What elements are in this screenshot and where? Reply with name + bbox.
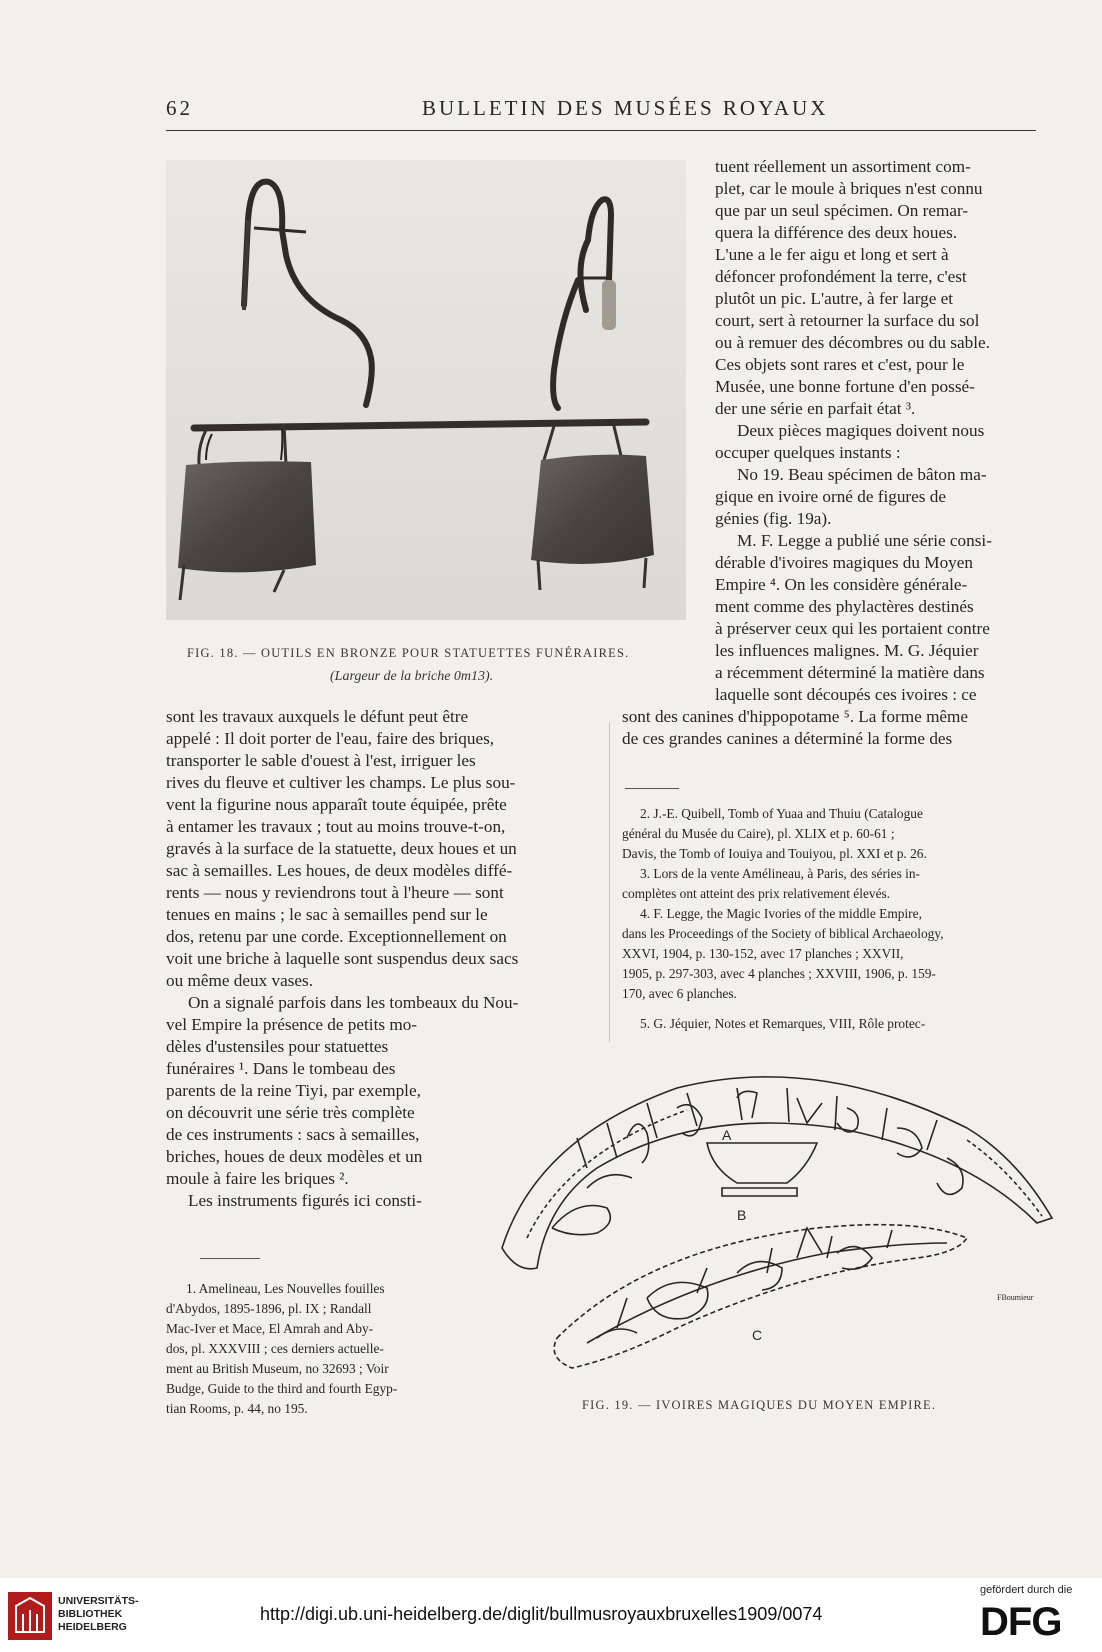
right-line-11: Musée, une bonne fortune d'en possé- [715, 377, 975, 396]
figure-18-caption: FIG. 18. — OUTILS EN BRONZE POUR STATUETTES FUNÉRAIRES. [187, 646, 630, 660]
left-line-5: vent la figurine nous apparaît toute équipée, prête [166, 795, 507, 814]
right-line-3: que par un seul spécimen. On remar- [715, 201, 969, 220]
right-line-9: ou à remuer des décombres ou du sable. [715, 333, 990, 352]
left-line-23: Les instruments figurés ici consti- [188, 1191, 422, 1210]
artist-signature: FBoumieur [997, 1293, 1034, 1302]
right-line-6: défoncer profondément la terre, c'est [715, 267, 967, 286]
right-line-19: dérable d'ivoires magiques du Moyen [715, 553, 973, 572]
right-line-15: No 19. Beau spécimen de bâton ma- [737, 465, 987, 484]
right-line-4: quera la différence des deux houes. [715, 223, 958, 242]
right-line-26: sont des canines d'hippopotame ⁵. La forme même [622, 707, 969, 726]
right-line-1: tuent réellement un assortiment com- [715, 157, 971, 176]
left-line-15: vel Empire la présence de petits mo- [166, 1015, 418, 1034]
right-line-20: Empire ⁴. On les considère générale- [715, 575, 968, 594]
left-line-8: sac à semailles. Les houes, de deux modèles diffé- [166, 861, 513, 880]
right-line-25: laquelle sont découpés ces ivoires : ce [715, 685, 977, 704]
page-number: 62 [166, 96, 193, 120]
footnote-rule-right [625, 788, 679, 789]
figure-19-caption: FIG. 19. — IVOIRES MAGIQUES DU MOYEN EMPIRE. [582, 1398, 937, 1412]
footnote-3-line-1: 3. Lors de la vente Amélineau, à Paris, des séries in- [640, 866, 921, 881]
footnote-3-line-2: complètes ont atteint des prix relativement élevés. [622, 886, 891, 901]
left-line-7: gravés à la surface de la statuette, deux houes et un [166, 839, 517, 858]
right-line-2: plet, car le moule à briques n'est connu [715, 179, 983, 198]
left-line-17: funéraires ¹. Dans le tombeau des [166, 1059, 396, 1078]
footnote-1-line-6: Budge, Guide to the third and fourth Egyp- [166, 1381, 398, 1396]
footnote-1-line-2: d'Abydos, 1895-1896, pl. IX ; Randall [166, 1301, 372, 1316]
right-line-18: M. F. Legge a publié une série consi- [737, 531, 992, 550]
library-line-3: HEIDELBERG [58, 1621, 127, 1633]
right-line-8: court, sert à retourner la surface du sol [715, 311, 980, 330]
left-line-3: transporter le sable d'ouest à l'est, irriguer les [166, 751, 476, 770]
footnote-1-line-7: tian Rooms, p. 44, no 195. [166, 1401, 308, 1416]
library-line-1: UNIVERSITÄTS- [58, 1595, 139, 1607]
label-a: A [722, 1127, 732, 1143]
left-line-6: à entamer les travaux ; tout au moins trouve-t-on, [166, 817, 506, 836]
footnote-2-line-2: général du Musée du Caire), pl. XLIX et p. 60-61 ; [622, 826, 895, 841]
left-line-2: appelé : Il doit porter de l'eau, faire des briques, [166, 729, 495, 748]
footnote-4-line-2: dans les Proceedings of the Society of biblical Archaeology, [622, 926, 944, 941]
dfg-logo: DFG [980, 1600, 1062, 1644]
left-line-12: voit une briche à laquelle sont suspendus deux sacs [166, 949, 519, 968]
left-line-16: dèles d'ustensiles pour statuettes [166, 1037, 389, 1056]
left-line-14: On a signalé parfois dans les tombeaux du Nou- [188, 993, 519, 1012]
right-line-14: occuper quelques instants : [715, 443, 901, 462]
left-line-10: tenues en mains ; le sac à semailles pend sur le [166, 905, 488, 924]
footnote-rule-left [200, 1258, 260, 1259]
footnote-2-line-3: Davis, the Tomb of Iouiya and Touiyou, pl. XXI et p. 26. [622, 846, 927, 861]
left-line-4: rives du fleuve et cultiver les champs. Le plus sou- [166, 773, 516, 792]
left-line-20: de ces instruments : sacs à semailles, [166, 1125, 420, 1144]
left-line-22: moule à faire les briques ². [166, 1169, 349, 1188]
left-line-1: sont les travaux auxquels le défunt peut être [166, 707, 469, 726]
column-divider [609, 722, 610, 1042]
header-rule [166, 130, 1036, 131]
left-line-19: on découvrit une série très complète [166, 1103, 415, 1122]
right-line-27: de ces grandes canines a déterminé la forme des [622, 729, 953, 748]
footnote-5-line-1: 5. G. Jéquier, Notes et Remarques, VIII, Rôle protec- [640, 1016, 926, 1031]
library-line-2: BIBLIOTHEK [58, 1608, 123, 1620]
right-line-13: Deux pièces magiques doivent nous [737, 421, 985, 440]
footer-bar [0, 1578, 1102, 1652]
right-line-16: gique en ivoire orné de figures de [715, 487, 946, 506]
footnote-4-line-4: 1905, p. 297-303, avec 4 planches ; XXVIII, 1906, p. 159- [622, 966, 936, 981]
right-line-17: génies (fig. 19a). [715, 509, 832, 528]
footnote-1-line-1: 1. Amelineau, Les Nouvelles fouilles [186, 1281, 385, 1296]
right-line-5: L'une a le fer aigu et long et sert à [715, 245, 949, 264]
figure-18-photo [166, 160, 686, 620]
footnote-1-line-4: dos, pl. XXXVIII ; ces derniers actuelle- [166, 1341, 384, 1356]
figure-19-drawing [497, 1058, 1065, 1398]
library-seal-icon [8, 1592, 52, 1640]
bronze-tools-illustration [166, 160, 686, 620]
figure-18-subcaption: (Largeur de la briche 0m13). [330, 669, 494, 684]
running-title: BULLETIN DES MUSÉES ROYAUX [422, 96, 829, 120]
footnote-1-line-5: ment au British Museum, no 32693 ; Voir [166, 1361, 389, 1376]
right-line-12: der une série en parfait état ³. [715, 399, 916, 418]
right-line-24: a récemment déterminé la matière dans [715, 663, 985, 682]
magic-ivories-illustration [497, 1058, 1065, 1398]
left-line-9: rents — nous y reviendrons tout à l'heure — sont [166, 883, 504, 902]
left-line-13: ou même deux vases. [166, 971, 314, 990]
right-line-7: plutôt un pic. L'autre, à fer large et [715, 289, 954, 308]
footnote-2-line-1: 2. J.-E. Quibell, Tomb of Yuaa and Thuiu (Catalogue [640, 806, 923, 821]
right-line-21: ment comme des phylactères destinés [715, 597, 974, 616]
library-name [58, 1595, 139, 1634]
footnote-1-line-3: Mac-Iver et Mace, El Amrah and Aby- [166, 1321, 374, 1336]
left-line-21: briches, houes de deux modèles et un [166, 1147, 423, 1166]
label-b: B [737, 1207, 747, 1223]
right-line-22: à préserver ceux qui les portaient contre [715, 619, 990, 638]
label-c: C [752, 1327, 763, 1343]
right-line-10: Ces objets sont rares et c'est, pour le [715, 355, 965, 374]
footnote-4-line-3: XXVI, 1904, p. 130-152, avec 17 planches ; XXVII, [622, 946, 904, 961]
footnote-4-line-1: 4. F. Legge, the Magic Ivories of the middle Empire, [640, 906, 922, 921]
footnote-4-line-5: 170, avec 6 planches. [622, 986, 737, 1001]
right-line-23: les influences malignes. M. G. Jéquier [715, 641, 979, 660]
left-line-11: dos, retenu par une corde. Exceptionnellement on [166, 927, 507, 946]
source-url-link[interactable]: http://digi.ub.uni-heidelberg.de/diglit/bullmusroyauxbruxelles1909/0074 [260, 1604, 823, 1624]
left-line-18: parents de la reine Tiyi, par exemple, [166, 1081, 421, 1100]
funded-by-label: gefördert durch die [980, 1584, 1073, 1596]
